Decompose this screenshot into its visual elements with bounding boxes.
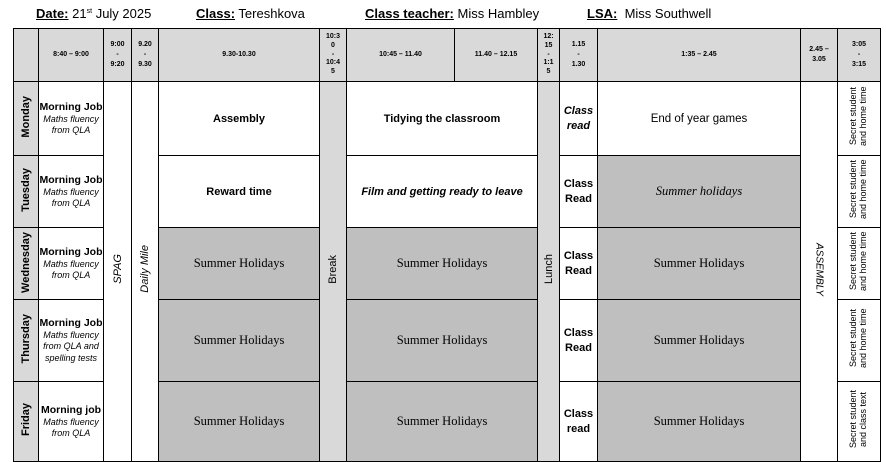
time-slot-3: 9.20 - 9.30 xyxy=(132,29,159,82)
day-label-monday: Monday xyxy=(14,82,39,156)
lunch-cell: Lunch xyxy=(538,82,560,462)
morning-job-friday: Morning job Maths fluency from QLA xyxy=(39,382,104,462)
timetable xyxy=(13,28,881,462)
class-teacher-field: Class teacher: Miss Hambley xyxy=(365,6,540,21)
lesson-wednesday-4: Summer Holidays xyxy=(598,228,801,300)
time-slot-6: 10:45 – 11.40 xyxy=(347,29,455,82)
lesson-tuesday-2: Film and getting ready to leave xyxy=(347,156,538,228)
time-slot-4: 9.30-10.30 xyxy=(159,29,320,82)
lesson-wednesday-1: Summer Holidays xyxy=(159,228,320,300)
lsa-field: LSA: Miss Southwell xyxy=(587,6,712,21)
day-label-thursday: Thursday xyxy=(14,300,39,382)
time-slot-10: 1:35 – 2.45 xyxy=(598,29,801,82)
time-slot-8: 12: 15 - 1:1 5 xyxy=(538,29,560,82)
lesson-wednesday-2: Summer Holidays xyxy=(347,228,538,300)
corner-cell xyxy=(14,29,39,82)
timetable-header xyxy=(0,6,886,26)
day-label-friday: Friday xyxy=(14,382,39,462)
date-field: Date: 21st July 2025 xyxy=(36,6,152,21)
lesson-thursday-4: Summer Holidays xyxy=(598,300,801,382)
end-of-day-friday: Secret student and class text xyxy=(838,382,881,462)
morning-job-wednesday: Morning Job Maths fluency from QLA xyxy=(39,228,104,300)
assembly-cell: ASSEMBLY xyxy=(801,82,838,462)
day-row-monday xyxy=(14,82,881,156)
daily-mile-cell: Daily Mile xyxy=(132,82,159,462)
time-slot-12: 3:05 - 3:15 xyxy=(838,29,881,82)
end-of-day-thursday: Secret student and home time xyxy=(838,300,881,382)
class-field: Class: Tereshkova xyxy=(196,6,305,21)
time-row xyxy=(14,29,881,82)
time-slot-11: 2.45 – 3.05 xyxy=(801,29,838,82)
lesson-tuesday-4: Summer holidays xyxy=(598,156,801,228)
lesson-thursday-2: Summer Holidays xyxy=(347,300,538,382)
time-slot-1: 8:40 – 9:00 xyxy=(39,29,104,82)
morning-job-tuesday: Morning Job Maths fluency from QLA xyxy=(39,156,104,228)
lesson-friday-4: Summer Holidays xyxy=(598,382,801,462)
lesson-thursday-1: Summer Holidays xyxy=(159,300,320,382)
day-label-tuesday: Tuesday xyxy=(14,156,39,228)
break-cell: Break xyxy=(320,82,347,462)
time-slot-5: 10:3 0 - 10:4 5 xyxy=(320,29,347,82)
time-slot-7: 11.40 – 12.15 xyxy=(455,29,538,82)
end-of-day-monday: Secret student and home time xyxy=(838,82,881,156)
lesson-monday-3: Class read xyxy=(560,82,598,156)
end-of-day-wednesday: Secret student and home time xyxy=(838,228,881,300)
lesson-thursday-3: Class Read xyxy=(560,300,598,382)
morning-job-thursday: Morning Job Maths fluency from QLA and spelling tests xyxy=(39,300,104,382)
morning-job-monday: Morning Job Maths fluency from QLA xyxy=(39,82,104,156)
lesson-monday-1: Assembly xyxy=(159,82,320,156)
lesson-wednesday-3: Class Read xyxy=(560,228,598,300)
lesson-monday-2: Tidying the classroom xyxy=(347,82,538,156)
time-slot-9: 1.15 - 1.30 xyxy=(560,29,598,82)
time-slot-2: 9:00 - 9:20 xyxy=(104,29,132,82)
lesson-friday-3: Class read xyxy=(560,382,598,462)
lesson-friday-1: Summer Holidays xyxy=(159,382,320,462)
lesson-tuesday-3: Class Read xyxy=(560,156,598,228)
spag-cell: SPAG xyxy=(104,82,132,462)
lesson-friday-2: Summer Holidays xyxy=(347,382,538,462)
lesson-monday-4: End of year games xyxy=(598,82,801,156)
lesson-tuesday-1: Reward time xyxy=(159,156,320,228)
day-label-wednesday: Wednesday xyxy=(14,228,39,300)
end-of-day-tuesday: Secret student and home time xyxy=(838,156,881,228)
